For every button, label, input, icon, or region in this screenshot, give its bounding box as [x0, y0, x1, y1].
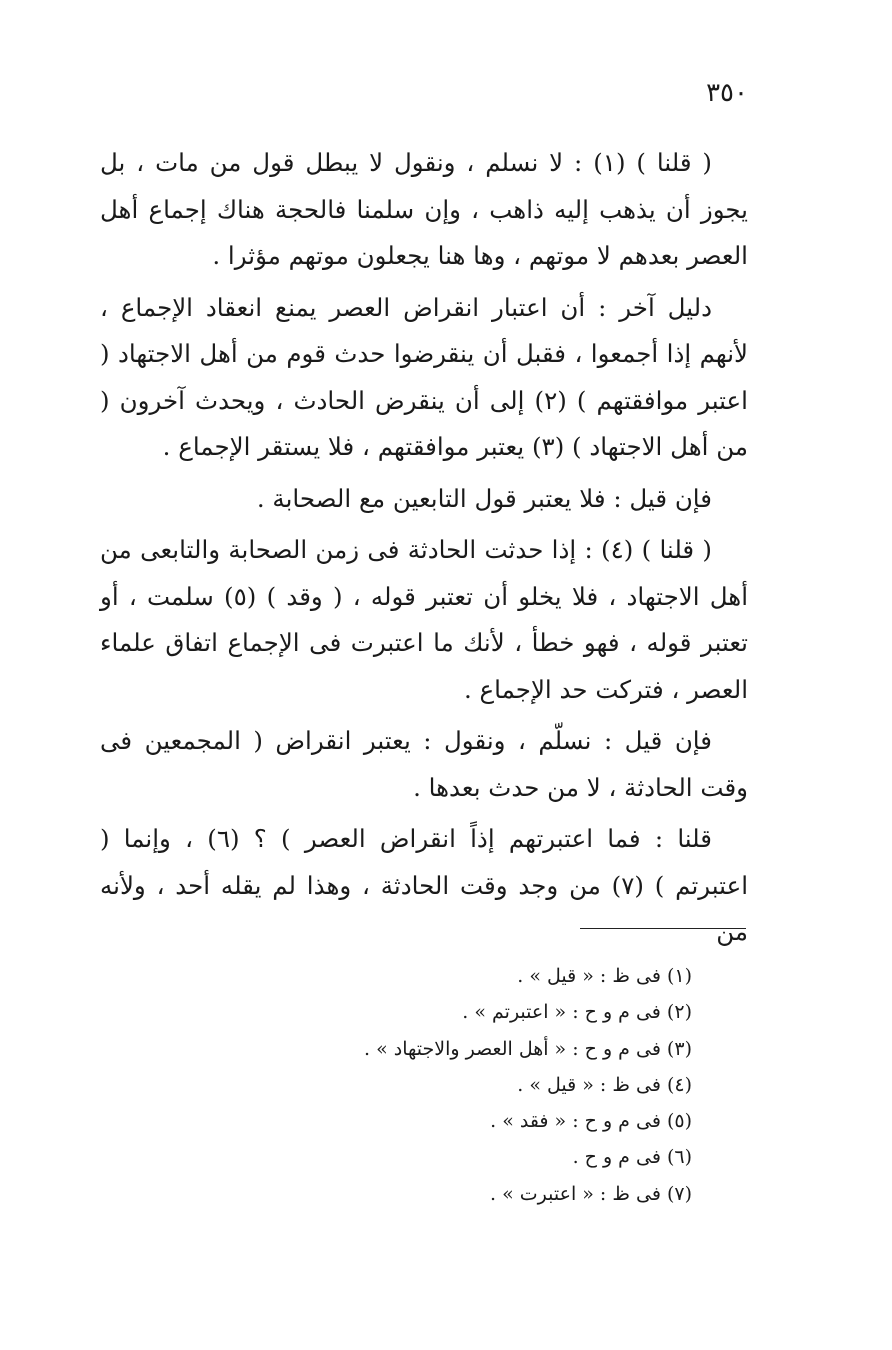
- footnotes: [212, 958, 692, 1212]
- footnote-4: (٤) فى ظ : « قيل » .: [517, 1073, 692, 1096]
- paragraph-objection-one: فإن قيل : فلا يعتبر قول التابعين مع الصحابة .: [256, 483, 712, 513]
- footnote-2: (٢) فى م و ح : « اعتبرتم » .: [462, 1001, 692, 1024]
- footnote-divider: [580, 928, 746, 929]
- paragraph-reply-one: ( قلنا ) (١) : لا نسلم ، ونقول لا يبطل قول من مات ، بل يجوز أن يذهب إليه ذاهب ، وإن سلمنا فالحجة هناك إجماع أهل العصر بعدهم لا موتهم ، وها هنا يجعلون موتهم مؤثرا .: [100, 148, 748, 270]
- footnote-7: (٧) فى ظ : « اعتبرت » .: [490, 1182, 692, 1205]
- main-text: [100, 140, 748, 961]
- paragraph-objection-two: فإن قيل : نسلّم ، ونقول : يعتبر انقراض ( المجمعين فى وقت الحادثة ، لا من حدث بعدها .: [100, 726, 748, 802]
- footnote-3: (٣) فى م و ح : « أهل العصر والاجتهاد » .: [364, 1037, 692, 1060]
- paragraph-another-proof: دليل آخر : أن اعتبار انقراض العصر يمنع انعقاد الإجماع ، لأنهم إذا أجمعوا ، فقبل أن ينقرضوا حدث قوم من أهل الاجتهاد ( اعتبر موافقتهم ) (٢) إلى أن ينقرض الحادث ، ويحدث آخرون ( من أهل الاجتهاد ) (٣) يعتبر موافقتهم ، فلا يستقر الإجماع .: [100, 292, 748, 461]
- footnote-6: (٦) فى م و ح .: [572, 1146, 692, 1169]
- footnote-5: (٥) فى م و ح : « فقد » .: [490, 1110, 692, 1133]
- page-number: ٣٥٠: [706, 78, 748, 108]
- footnote-1: (١) فى ظ : « قيل » .: [517, 965, 692, 987]
- paragraph-reply-three: قلنا : فما اعتبرتهم إذاً انقراض العصر ) ؟ (٦) ، وإنما ( اعتبرتم ) (٧) من وجد وقت الحادثة ، وهذا لم يقله أحد ، ولأنه من: [100, 824, 748, 946]
- paragraph-reply-two: ( قلنا ) (٤) : إذا حدثت الحادثة فى زمن الصحابة والتابعى من أهل الاجتهاد ، فلا يخلو أن تعتبر قوله ، ( وقد ) (٥) سلمت ، أو تعتبر قوله ، فهو خطأ ، لأنك ما اعتبرت فى الإجماع اتفاق علماء العصر ، فتركت حد الإجماع .: [100, 535, 749, 704]
